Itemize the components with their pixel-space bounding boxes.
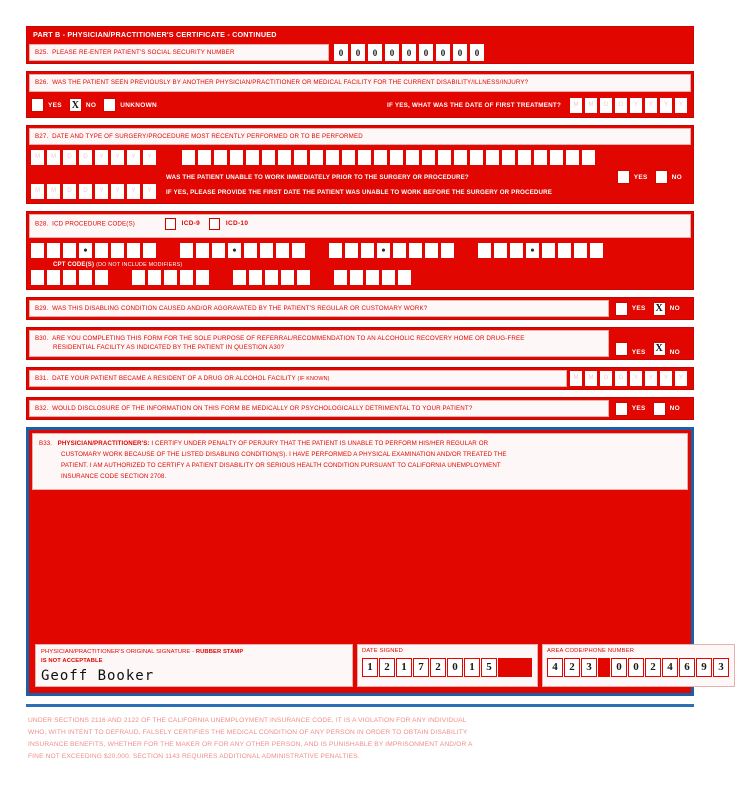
char-box[interactable] xyxy=(264,269,279,286)
part-b-header: PART B - PHYSICIAN/PRACTITIONER'S CERTIFICATE - CONTINUED xyxy=(27,27,693,42)
b29-yes-label: YES xyxy=(631,305,646,313)
char-box[interactable]: Y xyxy=(674,97,688,114)
b33-certification-text xyxy=(32,433,688,489)
signature-block xyxy=(32,642,724,690)
b28-label-bar xyxy=(29,214,691,238)
char-box[interactable] xyxy=(485,149,500,166)
b26-unknown-label: UNKNOWN xyxy=(120,101,158,109)
b31-question-bar xyxy=(29,370,567,387)
char-box[interactable]: 0 xyxy=(435,43,451,62)
form-page xyxy=(26,26,724,763)
section-b30 xyxy=(26,327,694,360)
char-box[interactable] xyxy=(248,269,263,286)
char-box xyxy=(413,269,643,286)
cpt-note: (DO NOT INCLUDE MODIFIERS) xyxy=(96,261,183,268)
b30-question-bar xyxy=(29,330,609,357)
char-box[interactable]: 1 xyxy=(464,658,480,677)
b26-question-text: WAS THE PATIENT SEEN PREVIOUSLY BY ANOTHER PHYSICIAN/PRACTITIONER OR MEDICAL FACILITY FOR THE CURRENT DISABILITY/ILLNESS/INJURY? xyxy=(52,79,529,87)
b27-question-row xyxy=(166,170,689,185)
char-box xyxy=(307,242,327,259)
char-box[interactable] xyxy=(365,269,380,286)
b33-number: B33. xyxy=(39,440,53,448)
char-box[interactable] xyxy=(197,149,212,166)
b26-yes-checkbox[interactable] xyxy=(31,98,44,112)
icd9-checkbox[interactable] xyxy=(165,218,176,230)
section-b28 xyxy=(26,211,694,290)
b33-signature-area[interactable] xyxy=(32,490,688,642)
char-box[interactable]: • xyxy=(78,242,93,259)
char-box[interactable]: Y xyxy=(629,370,643,387)
b27-label-text: DATE AND TYPE OF SURGERY/PROCEDURE MOST RECENTLY PERFORMED OR TO BE PERFORMED xyxy=(52,132,363,140)
char-box[interactable] xyxy=(213,149,228,166)
signature-name[interactable]: Geoff Booker xyxy=(41,667,155,684)
char-box[interactable]: 0 xyxy=(611,658,627,677)
char-box[interactable]: Y xyxy=(142,183,157,200)
char-box[interactable] xyxy=(373,149,388,166)
char-box[interactable]: 3 xyxy=(713,658,729,677)
b31-question-note: (IF KNOWN) xyxy=(297,375,330,382)
char-box[interactable] xyxy=(259,242,274,259)
char-box[interactable] xyxy=(94,242,109,259)
char-box[interactable] xyxy=(424,242,439,259)
char-box[interactable] xyxy=(94,269,109,286)
b33-line2: CUSTOMARY WORK BECAUSE OF THE LISTED DISABLING CONDITION(S). I HAVE PERFORMED A PHYSICAL EXAMINATION AND/OR TREATED THE xyxy=(61,451,507,459)
b27-second-date-wrap xyxy=(30,170,158,200)
b30-question-line1-wrap xyxy=(35,334,603,343)
char-box[interactable]: 0 xyxy=(447,658,463,677)
section-b29 xyxy=(26,297,694,320)
char-box[interactable]: M xyxy=(569,370,583,387)
char-box[interactable] xyxy=(296,269,311,286)
b29-answers xyxy=(611,298,693,319)
char-box[interactable]: Y xyxy=(659,370,673,387)
b33-inner xyxy=(29,430,724,692)
b31-number: B31. xyxy=(35,374,49,382)
char-box[interactable]: 0 xyxy=(401,43,417,62)
b32-question-bar xyxy=(29,400,609,417)
b32-yes-checkbox[interactable] xyxy=(615,402,628,416)
char-box xyxy=(211,269,231,286)
char-box[interactable] xyxy=(328,242,343,259)
signature-caption-line2: IS NOT ACCEPTABLE xyxy=(41,657,103,664)
char-box[interactable] xyxy=(581,149,596,166)
char-box[interactable] xyxy=(469,149,484,166)
b29-yes-checkbox[interactable] xyxy=(615,302,628,316)
b31-question-text: DATE YOUR PATIENT BECAME A RESIDENT OF A DRUG OR ALCOHOL FACILITY xyxy=(52,374,296,382)
b26-date-boxes[interactable] xyxy=(569,97,689,114)
char-box[interactable]: 0 xyxy=(418,43,434,62)
char-box[interactable] xyxy=(30,269,45,286)
b29-question-bar xyxy=(29,300,609,317)
char-box[interactable]: Y xyxy=(126,183,141,200)
char-box[interactable] xyxy=(195,242,210,259)
cpt-label xyxy=(27,261,693,269)
char-box[interactable] xyxy=(78,269,93,286)
b26-question-bar xyxy=(29,74,691,91)
char-box[interactable] xyxy=(181,149,196,166)
phone-number-boxes[interactable] xyxy=(547,658,730,677)
char-box[interactable]: 5 xyxy=(481,658,497,677)
b30-answers xyxy=(611,328,693,359)
char-box[interactable]: Y xyxy=(94,183,109,200)
b29-no-checkbox[interactable]: X xyxy=(653,302,666,316)
phone-label: AREA CODE/PHONE NUMBER xyxy=(547,647,635,654)
char-box[interactable]: 0 xyxy=(384,43,400,62)
char-box[interactable] xyxy=(437,149,452,166)
char-box[interactable]: • xyxy=(227,242,242,259)
char-box[interactable] xyxy=(501,149,516,166)
char-box[interactable]: Y xyxy=(94,149,109,166)
b26-unknown-checkbox[interactable] xyxy=(103,98,116,112)
char-box[interactable] xyxy=(477,242,492,259)
char-box[interactable] xyxy=(589,242,604,259)
b27-question-wrap xyxy=(158,170,689,200)
char-box[interactable] xyxy=(277,149,292,166)
b26-no-label: NO xyxy=(85,101,97,109)
char-box[interactable]: D xyxy=(78,183,93,200)
section-b25 xyxy=(26,26,694,64)
b26-no-checkbox[interactable]: X xyxy=(69,98,82,112)
section-b27 xyxy=(26,125,694,204)
char-box[interactable]: M xyxy=(30,183,45,200)
char-box[interactable] xyxy=(46,242,61,259)
b29-question-text: WAS THIS DISABLING CONDITION CAUSED AND/OR AGGRAVATED BY THE PATIENT'S REGULAR OR CUSTOMARY WORK? xyxy=(52,304,428,312)
b30-yes-label: YES xyxy=(631,348,646,356)
char-box[interactable]: 2 xyxy=(564,658,580,677)
char-box[interactable]: 2 xyxy=(379,658,395,677)
b31-row xyxy=(27,368,693,389)
char-box[interactable] xyxy=(440,242,455,259)
char-box[interactable] xyxy=(381,269,396,286)
b33-line4: INSURANCE CODE SECTION 2708. xyxy=(61,472,167,480)
char-box[interactable]: M xyxy=(569,97,583,114)
char-box[interactable]: Y xyxy=(629,97,643,114)
char-box[interactable]: D xyxy=(599,370,613,387)
char-box[interactable]: M xyxy=(46,183,61,200)
b27-question-text: WAS THE PATIENT UNABLE TO WORK IMMEDIATELY PRIOR TO THE SURGERY OR PROCEDURE? xyxy=(166,173,469,181)
char-box[interactable] xyxy=(360,242,375,259)
icd9-label: ICD-9 xyxy=(181,220,201,228)
char-box[interactable] xyxy=(62,242,77,259)
b32-row xyxy=(27,398,693,419)
char-box[interactable]: Y xyxy=(674,370,688,387)
b27-yes-label: YES xyxy=(633,173,648,181)
icd10-label: ICD-10 xyxy=(225,220,249,228)
char-box[interactable] xyxy=(341,149,356,166)
char-box[interactable] xyxy=(533,149,548,166)
char-box[interactable]: 9 xyxy=(696,658,712,677)
b27-no-checkbox[interactable] xyxy=(655,170,668,184)
char-box[interactable] xyxy=(179,242,194,259)
b27-no-label: NO xyxy=(671,173,682,181)
char-box[interactable] xyxy=(421,149,436,166)
char-box[interactable] xyxy=(405,149,420,166)
icd10-checkbox[interactable] xyxy=(209,218,220,230)
b33-line1: I CERTIFY UNDER PENALTY OF PERJURY THAT THE PATIENT IS UNABLE TO PERFORM HIS/HER REGULAR OR xyxy=(151,440,489,448)
char-box[interactable] xyxy=(195,269,210,286)
char-box[interactable]: 6 xyxy=(679,658,695,677)
b27-number: B27. xyxy=(35,132,49,140)
footer-line1: UNDER SECTIONS 2116 AND 2122 OF THE CALIFORNIA UNEMPLOYMENT INSURANCE CODE, IT IS A VIOLATION FOR ANY INDIVIDUAL xyxy=(28,716,467,724)
char-box[interactable] xyxy=(30,242,45,259)
b27-lower-block xyxy=(27,168,693,203)
b33-line3: PATIENT. I AM AUTHORIZED TO CERTIFY A PATIENT DISABILITY OR SERIOUS HEALTH CONDITION PURSUANT TO CALIFORNIA UNEMPLOYMENT xyxy=(61,462,501,470)
b30-no-checkbox[interactable]: X xyxy=(653,342,666,356)
char-box xyxy=(605,242,685,259)
char-box[interactable]: Y xyxy=(110,149,125,166)
b27-second-date-boxes[interactable] xyxy=(30,183,158,200)
char-box[interactable] xyxy=(275,242,290,259)
section-b26 xyxy=(26,71,694,117)
b31-date-boxes[interactable] xyxy=(569,370,693,387)
signature-phone-field xyxy=(542,644,735,687)
char-box[interactable] xyxy=(147,269,162,286)
char-box[interactable] xyxy=(333,269,348,286)
b25-label-text: PLEASE RE-ENTER PATIENT'S SOCIAL SECURITY NUMBER xyxy=(52,49,235,56)
char-box[interactable]: Y xyxy=(659,97,673,114)
b30-number: B30. xyxy=(35,335,49,343)
char-box[interactable] xyxy=(261,149,276,166)
char-box[interactable] xyxy=(541,242,556,259)
char-box[interactable] xyxy=(280,269,295,286)
char-box[interactable] xyxy=(179,269,194,286)
char-box xyxy=(312,269,332,286)
b30-no-label: NO xyxy=(669,348,680,356)
char-box[interactable] xyxy=(349,269,364,286)
char-box[interactable] xyxy=(389,149,404,166)
b33-certification-block xyxy=(26,427,724,695)
char-box[interactable] xyxy=(245,149,260,166)
char-box[interactable]: 0 xyxy=(350,43,366,62)
date-signed-label: DATE SIGNED xyxy=(362,647,404,654)
char-box[interactable] xyxy=(392,242,407,259)
char-box[interactable]: 0 xyxy=(452,43,468,62)
char-box[interactable] xyxy=(397,269,412,286)
char-box[interactable]: 0 xyxy=(333,43,349,62)
signature-date-field xyxy=(357,644,538,687)
footer-legal-text xyxy=(26,715,694,764)
char-box[interactable] xyxy=(293,149,308,166)
signature-caption-rubber-stamp: RUBBER STAMP xyxy=(195,648,244,655)
char-box[interactable]: 2 xyxy=(645,658,661,677)
b32-no-checkbox[interactable] xyxy=(653,402,666,416)
char-box[interactable]: D xyxy=(62,149,77,166)
char-box[interactable] xyxy=(131,269,146,286)
b30-row xyxy=(27,328,693,359)
b28-number: B28. xyxy=(35,220,49,228)
b33-line1-wrap xyxy=(39,439,679,450)
b25-label xyxy=(29,44,329,61)
b27-followup-text: IF YES, PLEASE PROVIDE THE FIRST DATE THE PATIENT WAS UNABLE TO WORK BEFORE THE SURGERY OR PROCEDURE xyxy=(166,188,553,196)
char-box[interactable]: 1 xyxy=(362,658,378,677)
b28-label-text: ICD PROCEDURE CODE(S) xyxy=(52,220,135,228)
char-box[interactable]: Y xyxy=(644,97,658,114)
char-box[interactable]: • xyxy=(376,242,391,259)
char-box xyxy=(158,149,180,166)
char-box[interactable]: M xyxy=(46,149,61,166)
b26-yes-label: YES xyxy=(48,101,62,109)
char-box[interactable] xyxy=(517,149,532,166)
char-box[interactable] xyxy=(46,269,61,286)
char-box[interactable]: • xyxy=(525,242,540,259)
char-box[interactable] xyxy=(211,242,226,259)
footer-line3: INSURANCE BENEFITS, WHETHER FOR THE MAKER OR FOR ANY OTHER PERSON, AND IS PUNISHABLE BY IMPRISONMENT AND/OR A xyxy=(28,741,473,749)
b28-icd-code-boxes[interactable] xyxy=(27,240,693,261)
char-box[interactable] xyxy=(142,242,157,259)
char-box[interactable] xyxy=(126,242,141,259)
char-box[interactable]: D xyxy=(614,370,628,387)
b26-options-row xyxy=(27,94,693,117)
b30-question-line2: RESIDENTIAL FACILITY AS INDICATED BY THE PATIENT IN QUESTION A30? xyxy=(53,344,285,352)
char-box[interactable] xyxy=(408,242,423,259)
char-box[interactable]: M xyxy=(584,97,598,114)
char-box[interactable] xyxy=(453,149,468,166)
char-box xyxy=(158,242,178,259)
char-box[interactable]: D xyxy=(62,183,77,200)
b29-row xyxy=(27,298,693,319)
char-box xyxy=(598,658,610,677)
char-box[interactable] xyxy=(110,242,125,259)
section-b32 xyxy=(26,397,694,420)
char-box[interactable]: Y xyxy=(126,149,141,166)
char-box[interactable] xyxy=(229,149,244,166)
b32-yes-label: YES xyxy=(631,405,646,413)
char-box[interactable] xyxy=(309,149,324,166)
b27-yes-checkbox[interactable] xyxy=(617,170,630,184)
char-box[interactable]: M xyxy=(584,370,598,387)
b27-label-bar xyxy=(29,128,691,145)
b32-number: B32. xyxy=(35,405,49,413)
char-box[interactable]: Y xyxy=(644,370,658,387)
char-box[interactable]: 7 xyxy=(413,658,429,677)
char-box[interactable]: 0 xyxy=(367,43,383,62)
b32-no-label: NO xyxy=(669,405,680,413)
b25-number: B25. xyxy=(35,49,49,56)
char-box[interactable] xyxy=(62,269,77,286)
signature-caption xyxy=(41,648,347,666)
b30-yes-checkbox[interactable] xyxy=(615,342,628,356)
char-box[interactable]: 2 xyxy=(430,658,446,677)
char-box[interactable]: D xyxy=(78,149,93,166)
signature-caption-line1a: PHYSICIAN/PRACTITIONER'S ORIGINAL SIGNATURE - xyxy=(41,648,196,655)
char-box xyxy=(456,242,476,259)
char-box xyxy=(498,658,532,677)
char-box[interactable]: 0 xyxy=(628,658,644,677)
char-box[interactable]: 1 xyxy=(396,658,412,677)
footer-line4: FINE NOT EXCEEDING $20,000. SECTION 1143 REQUIRES ADDITIONAL ADMINISTRATIVE PENALTIES. xyxy=(28,753,360,761)
char-box[interactable]: 3 xyxy=(581,658,597,677)
signature-left xyxy=(35,644,353,687)
char-box xyxy=(110,269,130,286)
char-box[interactable]: Y xyxy=(110,183,125,200)
b33-strong-label: PHYSICIAN/PRACTITIONER'S: xyxy=(57,440,150,448)
b29-number: B29. xyxy=(35,304,49,312)
char-box[interactable]: 4 xyxy=(662,658,678,677)
char-box[interactable] xyxy=(291,242,306,259)
b30-question-line1: ARE YOU COMPLETING THIS FORM FOR THE SOLE PURPOSE OF REFERRAL/RECOMMENDATION TO AN ALCOHOLIC RECOVERY HOME OR DRUG-FREE xyxy=(52,335,525,343)
footer-line2: WHO, WITH INTENT TO DEFRAUD, FALSELY CERTIFIES THE MEDICAL CONDITION OF ANY PERSON IN ORDER TO OBTAIN DISABILITY xyxy=(28,728,468,736)
cpt-label-text: CPT CODE(S) xyxy=(53,261,95,268)
bottom-blue-rule xyxy=(26,704,694,707)
char-box[interactable] xyxy=(573,242,588,259)
char-box[interactable] xyxy=(325,149,340,166)
section-b31 xyxy=(26,367,694,390)
b32-answers xyxy=(611,398,693,419)
char-box[interactable] xyxy=(509,242,524,259)
char-box[interactable] xyxy=(493,242,508,259)
date-signed-boxes[interactable] xyxy=(362,658,533,677)
char-box[interactable] xyxy=(357,149,372,166)
b27-date-and-type-row[interactable] xyxy=(27,147,693,168)
char-box[interactable] xyxy=(565,149,580,166)
char-box[interactable]: D xyxy=(614,97,628,114)
char-box[interactable]: 0 xyxy=(469,43,485,62)
b29-no-label: NO xyxy=(669,305,680,313)
b26-followup-label: IF YES, WHAT WAS THE DATE OF FIRST TREATMENT? xyxy=(387,101,561,109)
char-box[interactable]: 4 xyxy=(547,658,563,677)
char-box[interactable] xyxy=(232,269,247,286)
char-box[interactable] xyxy=(163,269,178,286)
char-box[interactable] xyxy=(549,149,564,166)
b32-question-text: WOULD DISCLOSURE OF THE INFORMATION ON THIS FORM BE MEDICALLY OR PSYCHOLOGICALLY DETRIMENTAL TO YOUR PATIENT? xyxy=(52,405,473,413)
char-box[interactable]: M xyxy=(30,149,45,166)
char-box[interactable] xyxy=(557,242,572,259)
b26-number: B26. xyxy=(35,79,49,87)
char-box[interactable] xyxy=(344,242,359,259)
b25-ssn-boxes[interactable] xyxy=(333,43,486,62)
b25-row xyxy=(27,42,693,63)
char-box[interactable] xyxy=(243,242,258,259)
char-box[interactable]: D xyxy=(599,97,613,114)
char-box[interactable]: Y xyxy=(142,149,157,166)
b28-cpt-code-boxes[interactable] xyxy=(27,269,693,289)
